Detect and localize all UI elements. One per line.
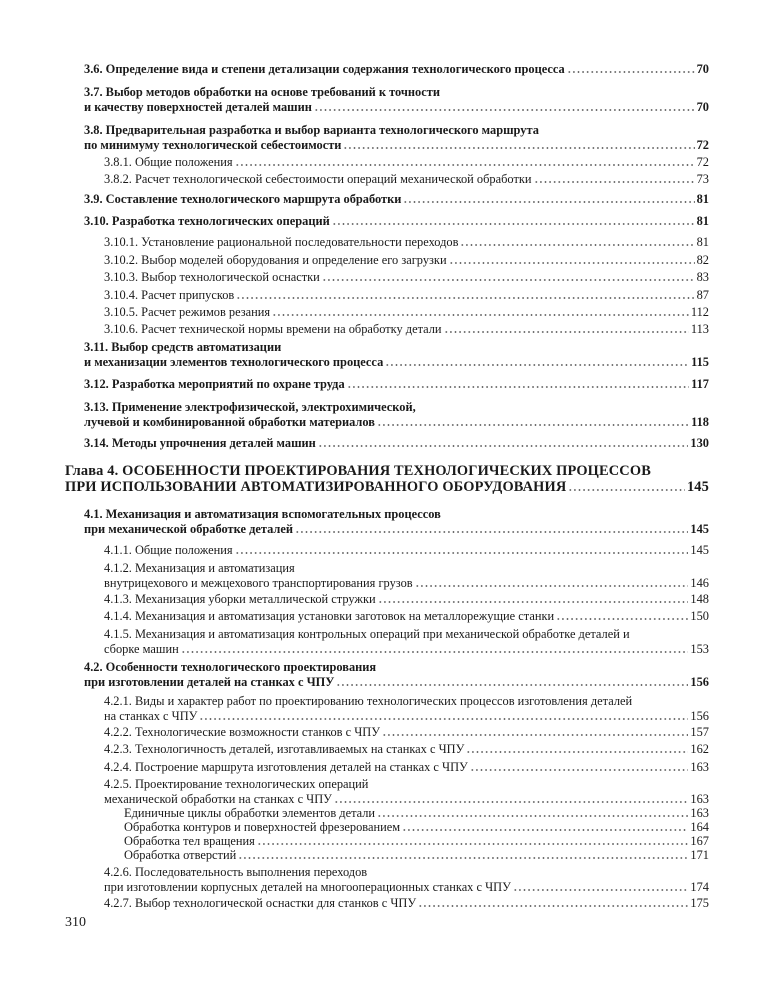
toc-entry-title: 4.2.2. Технологические возможности станков с ЧПУ (104, 725, 380, 739)
toc-entry (104, 253, 709, 268)
toc-page-number: 130 (690, 436, 709, 450)
toc-entry (104, 777, 709, 807)
toc-entry (84, 192, 709, 207)
toc-page-number: 167 (690, 834, 709, 848)
toc-entry (104, 270, 709, 285)
toc-entry-line (104, 642, 709, 657)
toc-page-number: 70 (696, 100, 709, 114)
toc-entry-line (104, 543, 709, 558)
toc-entry-title: 3.10.4. Расчет припусков (104, 288, 235, 302)
toc-entry-title: внутрицехового и межцехового транспортирования грузов (104, 576, 413, 590)
toc-page-number: 175 (690, 896, 709, 910)
dot-leader (513, 888, 689, 892)
toc-entry-title: при изготовлении корпусных деталей на многооперационных станках с ЧПУ (104, 880, 511, 894)
toc-entry (104, 742, 709, 757)
dot-leader (314, 108, 695, 112)
toc-entry-title: 3.8.2. Расчет технологической себестоимости операций механической обработки (104, 172, 532, 186)
toc-entry-title: Единичные циклы обработки элементов детали (124, 806, 376, 820)
toc-entry (84, 377, 709, 392)
toc-entry-line (84, 507, 709, 522)
toc-page-number: 87 (696, 288, 709, 302)
toc-entry-line (84, 100, 709, 115)
toc-entry-title: 4.2.3. Технологичность деталей, изготавливаемых на станках с ЧПУ (104, 742, 465, 756)
toc-entry-line (104, 322, 709, 337)
toc-page-number: 73 (696, 172, 709, 186)
toc-page-number: 153 (690, 642, 709, 656)
toc-entry-line (84, 123, 709, 138)
toc-entry (104, 305, 709, 320)
toc-entry-line (104, 288, 709, 303)
toc-entry-title: на станках с ЧПУ (104, 709, 198, 723)
page-number: 310 (65, 915, 86, 930)
toc-entry-line (104, 694, 709, 709)
toc-entry-line (84, 138, 709, 153)
toc-entry-line (84, 522, 709, 537)
toc-entry-title: и качеству поверхностей деталей машин (84, 100, 312, 114)
dot-leader (236, 296, 694, 300)
toc-page-number: 117 (691, 377, 709, 391)
toc-entry (84, 660, 709, 690)
toc-page-number: 164 (690, 820, 709, 834)
toc-entry-line (65, 463, 709, 479)
dot-leader (181, 650, 689, 654)
toc-entry (124, 820, 709, 835)
toc-entry (104, 172, 709, 187)
toc-entry (124, 806, 709, 821)
dot-leader (347, 385, 689, 389)
toc-entry-line (104, 576, 709, 591)
toc-entry-title: 3.10.6. Расчет технической нормы времени на обработку детали (104, 322, 442, 336)
toc-entry-title: Обработка отверстий (124, 848, 237, 862)
toc-entry (84, 85, 709, 115)
dot-leader (336, 683, 688, 687)
dot-leader (556, 617, 688, 621)
toc-entry-title: 4.1.3. Механизация уборки металлической стружки (104, 592, 376, 606)
toc-entry-line (104, 742, 709, 757)
toc-page-number: 171 (690, 848, 709, 862)
toc-entry-line (104, 896, 709, 911)
toc-entry-line (104, 627, 709, 642)
toc-page-number: 81 (696, 235, 709, 249)
dot-leader (238, 856, 688, 860)
toc-entry-line (124, 806, 709, 821)
toc-entry-line (104, 760, 709, 775)
toc-page-number: 118 (691, 415, 709, 429)
toc-entry (104, 561, 709, 591)
toc-entry-line (104, 172, 709, 187)
toc-entry-title: при механической обработке деталей (84, 522, 293, 536)
toc-entry-line (65, 479, 709, 495)
toc-entry-line (104, 155, 709, 170)
toc-entry-title: 3.13. Применение электрофизической, электрохимической, (84, 400, 416, 414)
toc-entry (104, 760, 709, 775)
toc-entry (104, 694, 709, 724)
toc-entry-title: 3.7. Выбор методов обработки на основе требований к точности (84, 85, 440, 99)
toc-entry (104, 155, 709, 170)
dot-leader (444, 330, 689, 334)
dot-leader (534, 180, 695, 184)
dot-leader (318, 444, 689, 448)
toc-entry-title: 3.10.3. Выбор технологической оснастки (104, 270, 320, 284)
toc-page-number: 83 (696, 270, 709, 284)
toc-entry-line (84, 400, 709, 415)
toc-entry-line (124, 834, 709, 849)
toc-entry (84, 214, 709, 229)
toc-entry (84, 123, 709, 153)
toc-entry-line (84, 377, 709, 392)
toc-page-number: 174 (690, 880, 709, 894)
dot-leader (377, 814, 688, 818)
toc-entry-title: Обработка тел вращения (124, 834, 255, 848)
toc-entry-line (104, 270, 709, 285)
toc-page-number: 82 (696, 253, 709, 267)
toc-page-number: 163 (690, 792, 709, 806)
toc-page-number: 81 (696, 192, 709, 206)
dot-leader (449, 261, 695, 265)
toc-entry-title: 4.1.5. Механизация и автоматизация контрольных операций при механической обработке деталей и (104, 627, 630, 641)
toc-entry-title: и механизации элементов технологического процесса (84, 355, 384, 369)
toc-entry-line (104, 792, 709, 807)
dot-leader (567, 70, 695, 74)
toc-page-number: 81 (696, 214, 709, 228)
dot-leader (377, 423, 689, 427)
toc-entry (104, 235, 709, 250)
toc-page-number: 163 (690, 760, 709, 774)
toc-entry-title: по минимуму технологической себестоимости (84, 138, 342, 152)
toc-entry-title: 3.10. Разработка технологических операций (84, 214, 330, 228)
toc-entry-line (104, 609, 709, 624)
dot-leader (460, 243, 694, 247)
dot-leader (235, 551, 689, 555)
toc-entry (104, 865, 709, 895)
dot-leader (418, 904, 688, 908)
toc-entry-title: 4.2.7. Выбор технологической оснастки для станков с ЧПУ (104, 896, 417, 910)
toc-entry-line (104, 865, 709, 880)
dot-leader (385, 363, 689, 367)
dot-leader (295, 530, 688, 534)
toc-entry (104, 592, 709, 607)
dot-leader (403, 200, 694, 204)
toc-entry (65, 463, 709, 495)
dot-leader (343, 146, 694, 150)
toc-entry-line (84, 436, 709, 451)
toc-entry-line (124, 848, 709, 863)
toc-entry (104, 725, 709, 740)
toc-entry-title: 3.10.5. Расчет режимов резания (104, 305, 271, 319)
toc-entry (124, 848, 709, 863)
toc-entry (104, 288, 709, 303)
toc-entry-title: Обработка контуров и поверхностей фрезерованием (124, 820, 401, 834)
toc-entry-title: 4.1.2. Механизация и автоматизация (104, 561, 295, 575)
toc-page-number: 156 (690, 675, 709, 689)
dot-leader (257, 842, 689, 846)
toc-entry-title: 3.11. Выбор средств автоматизации (84, 340, 282, 354)
toc-entry-line (84, 355, 709, 370)
toc-page-number: 150 (690, 609, 709, 623)
toc-entry-line (84, 192, 709, 207)
toc-entry-title: Глава 4. ОСОБЕННОСТИ ПРОЕКТИРОВАНИЯ ТЕХНОЛОГИЧЕСКИХ ПРОЦЕССОВ (65, 463, 651, 479)
toc-entry-title: при изготовлении деталей на станках с ЧПУ (84, 675, 335, 689)
toc-entry (104, 609, 709, 624)
toc-page-number: 145 (690, 522, 709, 536)
toc-entry-line (104, 235, 709, 250)
toc-page-number: 162 (690, 742, 709, 756)
toc-entry-title: 4.2.1. Виды и характер работ по проектированию технологических процессов изготовления деталей (104, 694, 633, 708)
toc-entry-title: 4.2. Особенности технологического проектирования (84, 660, 377, 674)
toc-page-number: 157 (690, 725, 709, 739)
toc-entry-title: ПРИ ИСПОЛЬЗОВАНИИ АВТОМАТИЗИРОВАННОГО ОБОРУДОВАНИЯ (65, 479, 567, 495)
toc-page-number: 163 (690, 806, 709, 820)
toc-entry-line (84, 660, 709, 675)
toc-page-number: 70 (696, 62, 709, 76)
dot-leader (382, 733, 688, 737)
toc-entry-line (84, 340, 709, 355)
toc-page-number: 156 (690, 709, 709, 723)
toc-entry (124, 834, 709, 849)
toc-page-number: 112 (690, 305, 709, 319)
toc-entry-title: 3.6. Определение вида и степени детализации содержания технологического процесса (84, 62, 565, 76)
toc-page-number: 145 (686, 479, 709, 495)
toc-entry-line (124, 820, 709, 835)
toc-page-number: 146 (690, 576, 709, 590)
toc-entry-title: 3.10.1. Установление рациональной последовательности переходов (104, 235, 459, 249)
toc-entry (104, 322, 709, 337)
toc-entry-line (104, 725, 709, 740)
toc-entry-title: 4.1.1. Общие положения (104, 543, 233, 557)
toc-entry-title: сборке машин (104, 642, 179, 656)
toc-entry-title: 3.12. Разработка мероприятий по охране труда (84, 377, 345, 391)
toc-entry-line (84, 675, 709, 690)
dot-leader (332, 222, 695, 226)
dot-leader (322, 278, 695, 282)
toc-entry-line (104, 777, 709, 792)
dot-leader (334, 800, 688, 804)
toc-entry-title: лучевой и комбинированной обработки материалов (84, 415, 375, 429)
toc-page-number: 113 (690, 322, 709, 336)
toc-entry (84, 340, 709, 370)
toc-entry-line (104, 592, 709, 607)
dot-leader (415, 584, 689, 588)
toc-page-number: 148 (690, 592, 709, 606)
toc-entry (84, 507, 709, 537)
toc-entry (104, 896, 709, 911)
toc-entry-title: 3.14. Методы упрочнения деталей машин (84, 436, 316, 450)
toc-page-number: 72 (696, 155, 709, 169)
dot-leader (402, 828, 688, 832)
toc-entry-title: 3.10.2. Выбор моделей оборудования и определение его загрузки (104, 253, 447, 267)
toc-entry-title: 4.2.6. Последовательность выполнения переходов (104, 865, 368, 879)
toc-entry-line (84, 62, 709, 77)
toc-entry-line (104, 561, 709, 576)
toc-entry (84, 400, 709, 430)
toc-entry-line (104, 253, 709, 268)
dot-leader (235, 163, 695, 167)
toc-entry-title: 4.2.4. Построение маршрута изготовления деталей на станках с ЧПУ (104, 760, 468, 774)
toc-entry (84, 436, 709, 451)
toc-entry-line (84, 214, 709, 229)
toc-entry-line (104, 305, 709, 320)
dot-leader (466, 750, 688, 754)
dot-leader (272, 313, 689, 317)
toc-entry-title: 4.2.5. Проектирование технологических операций (104, 777, 369, 791)
toc-entry-line (84, 415, 709, 430)
toc-page-number: 145 (690, 543, 709, 557)
toc-entry-line (84, 85, 709, 100)
toc-entry-line (104, 709, 709, 724)
toc-page-number: 115 (691, 355, 709, 369)
toc-entry-title: 4.1.4. Механизация и автоматизация установки заготовок на металлорежущие станки (104, 609, 555, 623)
toc-entry-line (104, 880, 709, 895)
toc-entry-title: механической обработки на станках с ЧПУ (104, 792, 332, 806)
dot-leader (378, 600, 689, 604)
toc-entry-title: 4.1. Механизация и автоматизация вспомогательных процессов (84, 507, 441, 521)
toc-entry-title: 3.8. Предварительная разработка и выбор варианта технологического маршрута (84, 123, 539, 137)
toc-entry (84, 62, 709, 77)
dot-leader (470, 768, 689, 772)
toc-entry (104, 627, 709, 657)
toc-entry-title: 3.8.1. Общие положения (104, 155, 233, 169)
dot-leader (199, 717, 688, 721)
toc-page-number: 72 (696, 138, 709, 152)
toc-entry-title: 3.9. Составление технологического маршрута обработки (84, 192, 402, 206)
dot-leader (568, 488, 685, 492)
toc-entry (104, 543, 709, 558)
